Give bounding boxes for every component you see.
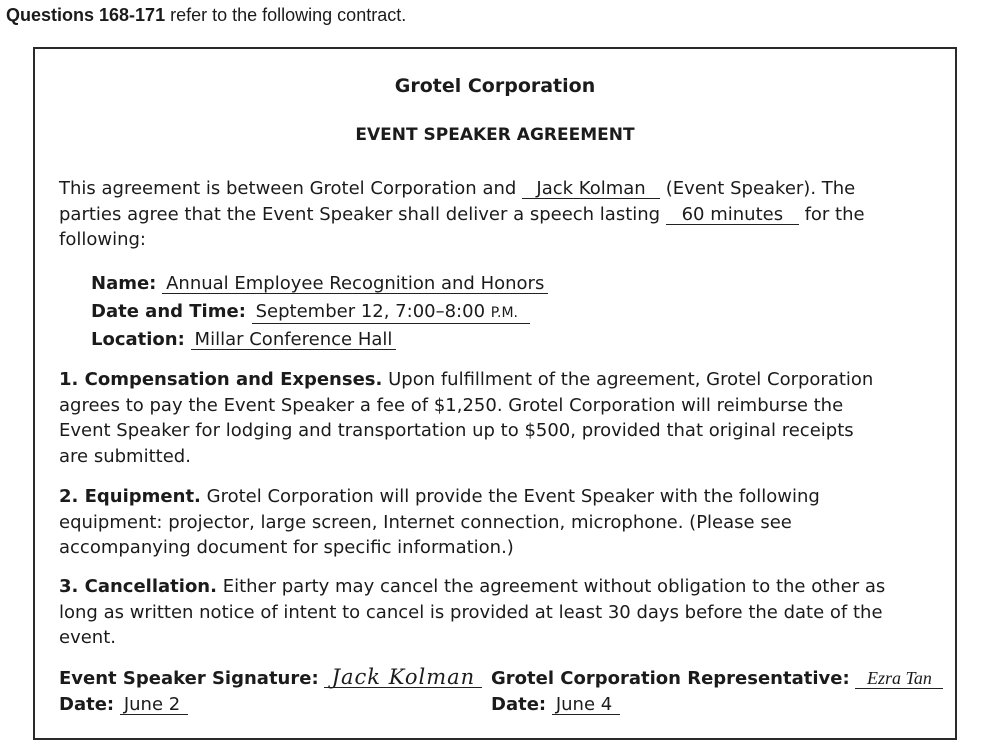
duration-field: 60 minutes	[666, 205, 799, 225]
section-cancellation	[59, 574, 939, 651]
contract-box	[33, 47, 957, 740]
speaker-signature-label: Event Speaker Signature:	[59, 668, 319, 689]
rep-signature-label: Grotel Corporation Representative:	[491, 668, 850, 689]
cancellation-line-1: Either party may cancel the agreement without obligation to the other as	[222, 576, 886, 597]
event-date-value: September 12, 7:00–8:00	[255, 301, 486, 322]
equipment-line-3: accompanying document for specific information.)	[59, 537, 514, 558]
cancellation-line-2: long as written notice of intent to cancel is provided at least 30 days before the date of the	[59, 601, 883, 623]
speaker-name-field: Jack Kolman	[522, 179, 660, 199]
cancellation-line-3: event.	[59, 627, 116, 648]
event-date-label: Date and Time:	[91, 301, 246, 322]
equipment-heading: 2. Equipment.	[59, 486, 201, 507]
intro-text-3: parties agree that the Event Speaker shall deliver a speech lasting	[59, 203, 661, 225]
rep-date-block	[491, 694, 620, 715]
intro-text-1: This agreement is between Grotel Corporation and	[59, 178, 517, 199]
intro-paragraph	[59, 176, 939, 253]
compensation-line-1: Upon fulfillment of the agreement, Grotel Corporation	[388, 369, 874, 390]
question-range: Questions 168-171	[6, 5, 166, 25]
rep-date: June 4	[552, 695, 620, 715]
event-name-label: Name:	[91, 273, 157, 294]
speaker-signature: Jack Kolman	[324, 668, 482, 688]
rep-signature: Ezra Tan	[855, 669, 943, 689]
event-details	[91, 270, 971, 354]
speaker-date-label: Date:	[59, 694, 115, 715]
event-date-suffix: P.M.	[490, 305, 519, 321]
speaker-signature-block	[59, 665, 482, 689]
equipment-line-1: Grotel Corporation will provide the Event Speaker with the following	[206, 486, 820, 507]
cancellation-heading: 3. Cancellation.	[59, 576, 217, 597]
event-location-label: Location:	[91, 329, 185, 350]
intro-text-4: for the	[804, 203, 865, 225]
compensation-heading: 1. Compensation and Expenses.	[59, 369, 383, 390]
event-date-field	[252, 302, 530, 324]
rep-date-label: Date:	[491, 694, 547, 715]
section-compensation	[59, 367, 939, 469]
company-title: Grotel Corporation	[394, 75, 596, 97]
speaker-date-block	[59, 694, 188, 715]
intro-text-5: following:	[59, 229, 146, 250]
section-equipment	[59, 484, 939, 561]
equipment-line-2: equipment: projector, large screen, Internet connection, microphone. (Please see	[59, 511, 792, 533]
intro-text-2: (Event Speaker). The	[665, 178, 856, 199]
event-location-field: Millar Conference Hall	[191, 330, 397, 350]
speaker-date: June 2	[120, 695, 188, 715]
rep-signature-block	[491, 668, 943, 689]
compensation-line-2: agrees to pay the Event Speaker a fee of $1,250. Grotel Corporation will reimburse the	[59, 394, 844, 416]
event-name-field: Annual Employee Recognition and Honors	[162, 274, 548, 294]
question-instruction: refer to the following contract.	[170, 5, 407, 25]
compensation-line-3: Event Speaker for lodging and transportation up to $500, provided that original receipts	[59, 420, 854, 441]
compensation-line-4: are submitted.	[59, 445, 191, 467]
agreement-title: EVENT SPEAKER AGREEMENT	[355, 125, 635, 145]
question-header	[6, 5, 406, 26]
